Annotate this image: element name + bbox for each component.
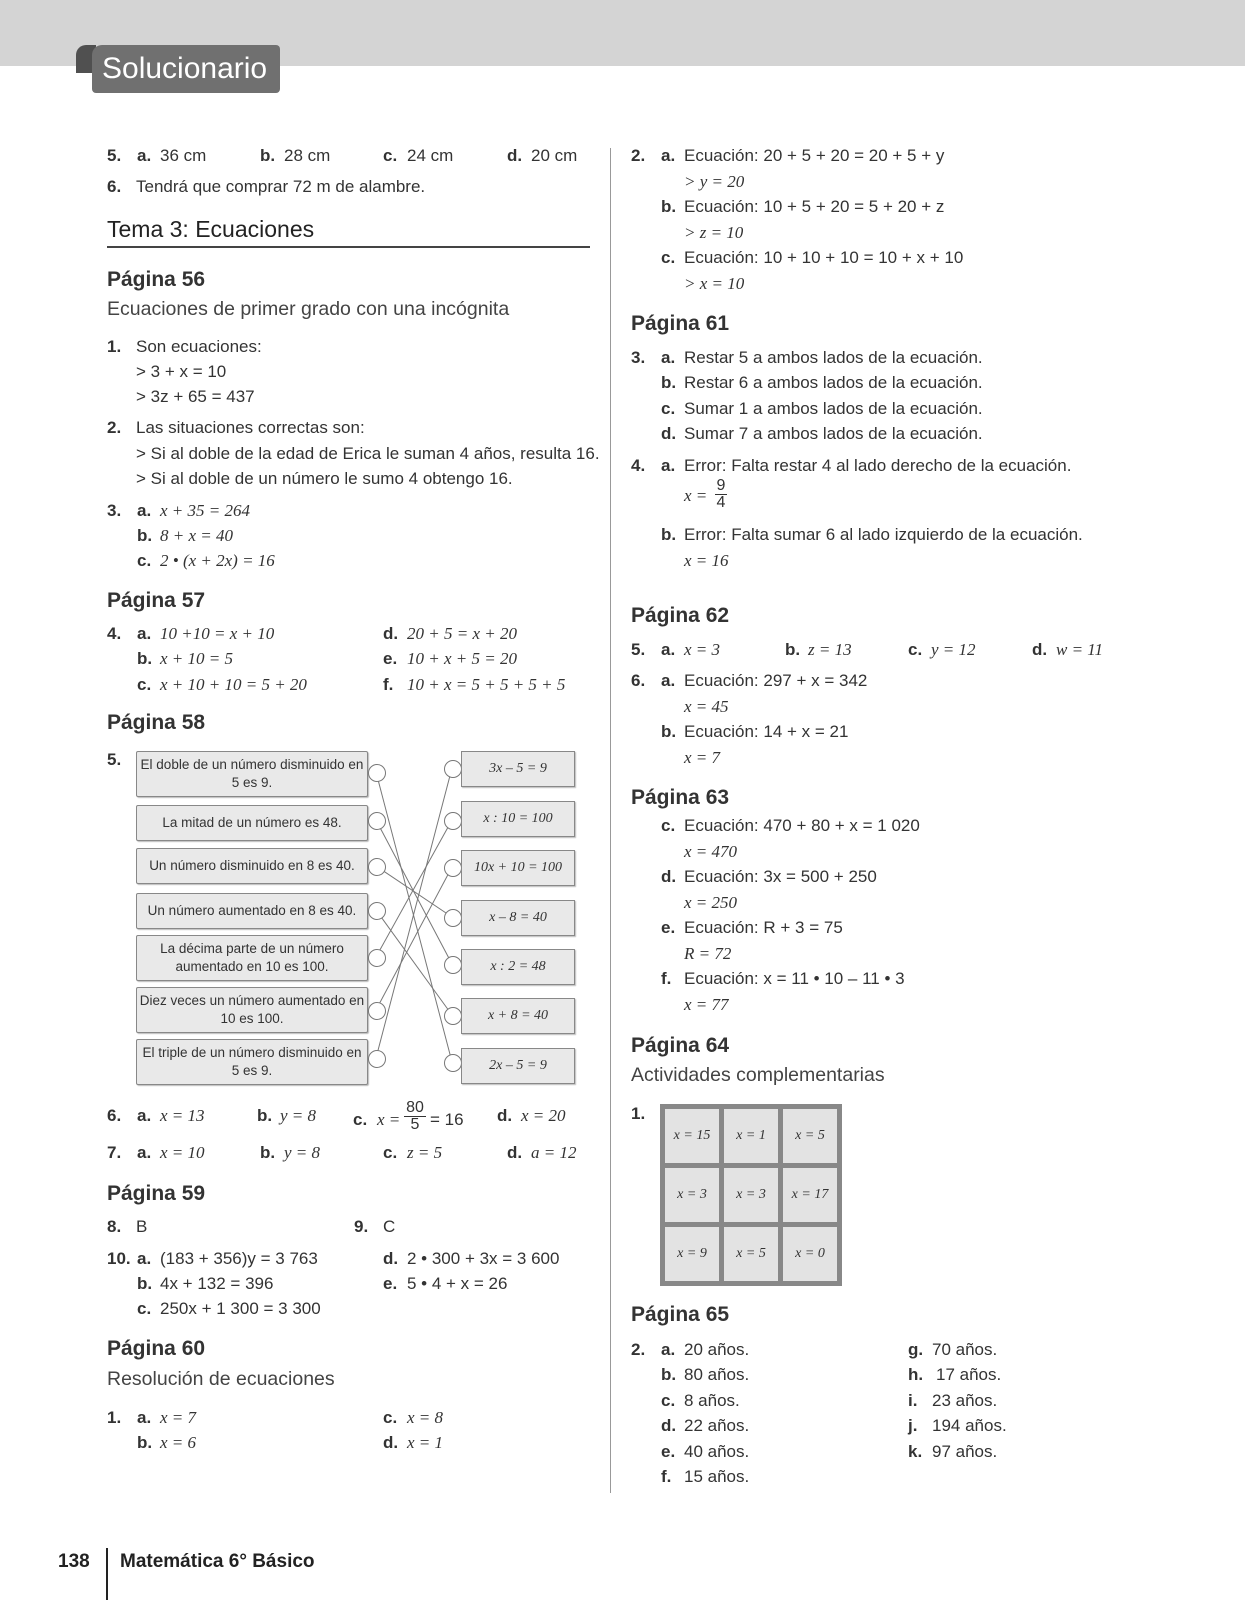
p65-item-a-value: 20 años.: [684, 1340, 750, 1359]
page64-title: Página 64: [631, 1034, 730, 1057]
match-right-dot-2: [444, 812, 462, 830]
p58-q6-b-value: y = 8: [280, 1106, 317, 1125]
p65-item-h-label: h.: [908, 1365, 924, 1384]
match-left-box-5: La décima parte de un número aumentado en 10 es 100.: [136, 935, 368, 981]
match-right-box-1: 3x – 5 = 9: [461, 751, 575, 787]
p65-item-i-value: 23 años.: [932, 1391, 998, 1410]
p59-q10-d-value: 2 • 300 + 3x = 3 600: [407, 1249, 560, 1268]
header-tab: [92, 45, 280, 93]
r-q2-c-value: Ecuación: 10 + 10 + 10 = 10 + x + 10: [684, 248, 964, 267]
q5-a-value: 36 cm: [160, 146, 207, 165]
p61-d-label: d.: [661, 424, 677, 443]
p62-d-value: w = 11: [1056, 640, 1104, 659]
grid-cell-1: x = 15: [665, 1109, 719, 1163]
p58-q6-c-numerator: 80: [406, 1099, 424, 1116]
p63-d-label: d.: [661, 867, 677, 886]
p56-q1-text: Son ecuaciones:: [136, 337, 262, 356]
page56-subtitle: Ecuaciones de primer grado con una incógnita: [107, 298, 510, 320]
page56-title: Página 56: [107, 268, 206, 291]
match-left-dot-4: [368, 902, 386, 920]
p65-item-d-value: 22 años.: [684, 1416, 750, 1435]
match-left-dot-7: [368, 1050, 386, 1068]
grid-cell-6: x = 17: [783, 1168, 837, 1222]
p59-q10-c-label: c.: [137, 1299, 152, 1318]
p57-b-value: x + 10 = 5: [160, 649, 233, 668]
p58-q7-number: 7.: [107, 1143, 122, 1162]
p65-q2-number: 2.: [631, 1340, 646, 1359]
p60-c-value: x = 8: [407, 1408, 444, 1427]
column-divider: [610, 148, 611, 1493]
grid-cell-7: x = 9: [665, 1227, 719, 1281]
p58-q7-a-value: x = 10: [160, 1143, 205, 1162]
p65-item-k-label: k.: [908, 1442, 923, 1461]
match-right-box-2: x : 10 = 100: [461, 801, 575, 837]
p62-c-label: c.: [908, 640, 923, 659]
page62-title: Página 62: [631, 604, 730, 627]
p58-q6-number: 6.: [107, 1106, 122, 1125]
p61-q4-a-denominator: 4: [716, 494, 726, 511]
p57-d-label: d.: [383, 624, 399, 643]
theme-title: Tema 3: Ecuaciones: [107, 216, 315, 242]
match-left-dot-1: [368, 764, 386, 782]
p61-d-value: Sumar 7 a ambos lados de la ecuación.: [684, 424, 983, 443]
p57-c-value: x + 10 + 10 = 5 + 20: [160, 675, 307, 694]
p65-item-j-value: 194 años.: [932, 1416, 1007, 1435]
match-right-dot-1: [444, 760, 462, 778]
r-q2-c-result: > x = 10: [684, 274, 745, 293]
p63-f-label: f.: [661, 969, 672, 988]
p65-item-b-value: 80 años.: [684, 1365, 750, 1384]
p62-q6-a-label: a.: [661, 671, 676, 690]
p61-q4-b-value: Error: Falta sumar 6 al lado izquierdo de la ecuación.: [684, 525, 1083, 544]
p57-q4-number: 4.: [107, 624, 122, 643]
p62-q5-number: 5.: [631, 640, 646, 659]
match-left-dot-5: [368, 949, 386, 967]
match-right-dot-7: [444, 1054, 462, 1072]
p58-q7-c-value: z = 5: [407, 1143, 443, 1162]
p65-item-f-value: 15 años.: [684, 1467, 750, 1486]
match-right-dot-6: [444, 1007, 462, 1025]
p60-d-label: d.: [383, 1433, 399, 1452]
p59-q10-a-label: a.: [137, 1249, 152, 1268]
p62-q6-b-result: x = 7: [684, 748, 721, 767]
page60-title: Página 60: [107, 1337, 206, 1360]
p61-b-label: b.: [661, 373, 677, 392]
p61-a-label: a.: [661, 348, 676, 367]
p65-item-g-value: 70 años.: [932, 1340, 998, 1359]
grid-cell-5: x = 3: [724, 1168, 778, 1222]
r-q2-a-result: > y = 20: [684, 172, 745, 191]
q5-number: 5.: [107, 146, 122, 165]
p62-a-value: x = 3: [684, 640, 721, 659]
page59-title: Página 59: [107, 1182, 206, 1205]
p58-q7-c-label: c.: [383, 1143, 398, 1162]
p65-item-a-label: a.: [661, 1340, 676, 1359]
p59-q8-number: 8.: [107, 1217, 122, 1236]
p58-q6-c-prefix: x =: [377, 1110, 401, 1129]
match-left-box-4: Un número aumentado en 8 es 40.: [136, 893, 368, 929]
p59-q10-a-value: (183 + 356)y = 3 763: [160, 1249, 318, 1268]
p58-q6-b-label: b.: [257, 1106, 273, 1125]
p59-q9-value: C: [383, 1217, 396, 1236]
p59-q8-value: B: [136, 1217, 148, 1236]
page61-title: Página 61: [631, 312, 730, 335]
p56-q3-c-label: c.: [137, 551, 152, 570]
p59-q10-e-value: 5 • 4 + x = 26: [407, 1274, 508, 1293]
r-q2-c-label: c.: [661, 248, 676, 267]
p56-q3-a-label: a.: [137, 501, 152, 520]
page-number: 138: [58, 1551, 90, 1572]
p57-e-value: 10 + x + 5 = 20: [407, 649, 517, 668]
p58-q7-d-label: d.: [507, 1143, 523, 1162]
p61-c-label: c.: [661, 399, 676, 418]
p62-q6-a-value: Ecuación: 297 + x = 342: [684, 671, 868, 690]
p60-b-label: b.: [137, 1433, 153, 1452]
p57-f-value: 10 + x = 5 + 5 + 5 + 5: [407, 675, 566, 694]
p58-q6-c-suffix: = 16: [430, 1110, 464, 1129]
page57-title: Página 57: [107, 589, 206, 612]
p63-c-label: c.: [661, 816, 676, 835]
p57-f-label: f.: [383, 675, 394, 694]
header-title: Solucionario: [102, 52, 268, 85]
p65-item-e-label: e.: [661, 1442, 676, 1461]
answer-grid: [660, 1104, 842, 1286]
match-right-dot-5: [444, 956, 462, 974]
q5-b-value: 28 cm: [284, 146, 331, 165]
p60-a-label: a.: [137, 1408, 152, 1427]
match-left-dot-6: [368, 1002, 386, 1020]
page65-title: Página 65: [631, 1303, 730, 1326]
p61-q4-a-label: a.: [661, 456, 676, 475]
page64-subtitle: Actividades complementarias: [631, 1064, 885, 1086]
p59-q10-number: 10.: [107, 1249, 131, 1268]
p56-q3-b-value: 8 + x = 40: [160, 526, 233, 545]
p61-b-value: Restar 6 a ambos lados de la ecuación.: [684, 373, 983, 392]
r-q2-a-label: a.: [661, 146, 676, 165]
p63-f-value: Ecuación: x = 11 • 10 – 11 • 3: [684, 969, 905, 988]
match-right-box-4: x – 8 = 40: [461, 900, 575, 936]
grid-cell-4: x = 3: [665, 1168, 719, 1222]
p61-a-value: Restar 5 a ambos lados de la ecuación.: [684, 348, 983, 367]
match-left-box-7: El triple de un número disminuido en 5 es 9.: [136, 1039, 368, 1085]
match-left-box-6: Diez veces un número aumentado en 10 es 100.: [136, 987, 368, 1033]
page60-subtitle: Resolución de ecuaciones: [107, 1368, 335, 1390]
q6-number: 6.: [107, 177, 122, 196]
p62-q6-a-result: x = 45: [684, 697, 729, 716]
match-left-box-2: La mitad de un número es 48.: [136, 805, 368, 841]
p63-c-result: x = 470: [684, 842, 738, 861]
p61-q4-number: 4.: [631, 456, 646, 475]
match-right-box-6: x + 8 = 40: [461, 998, 575, 1034]
p57-a-value: 10 +10 = x + 10: [160, 624, 275, 643]
footer-divider: [106, 1548, 108, 1600]
p58-q7-b-value: y = 8: [284, 1143, 321, 1162]
p58-q6-a-label: a.: [137, 1106, 152, 1125]
p56-q3-c-value: 2 • (x + 2x) = 16: [160, 551, 275, 570]
grid-cell-8: x = 5: [724, 1227, 778, 1281]
p57-d-value: 20 + 5 = x + 20: [407, 624, 517, 643]
p63-f-result: x = 77: [684, 995, 729, 1014]
p63-e-value: Ecuación: R + 3 = 75: [684, 918, 843, 937]
match-right-box-5: x : 2 = 48: [461, 949, 575, 985]
r-q2-b-result: > z = 10: [684, 223, 744, 242]
p58-q6-c-fraction: [402, 1100, 428, 1133]
p58-q7-d-value: a = 12: [531, 1143, 577, 1162]
p61-q4-b-result: x = 16: [684, 551, 729, 570]
p65-item-i-label: i.: [908, 1391, 918, 1410]
grid-cell-2: x = 1: [724, 1109, 778, 1163]
p57-e-label: e.: [383, 649, 398, 668]
r-q2-b-value: Ecuación: 10 + 5 + 20 = 5 + 20 + z: [684, 197, 945, 216]
p65-item-b-label: b.: [661, 1365, 677, 1384]
p56-q3-number: 3.: [107, 501, 122, 520]
p56-q3-b-label: b.: [137, 526, 153, 545]
q5-a-label: a.: [137, 146, 152, 165]
match-right-dot-3: [444, 859, 462, 877]
p65-item-k-value: 97 años.: [932, 1442, 998, 1461]
p58-q7-a-label: a.: [137, 1143, 152, 1162]
p61-q4-a-result-prefix: x =: [684, 486, 708, 505]
p62-c-value: y = 12: [931, 640, 976, 659]
r-q2-number: 2.: [631, 146, 646, 165]
q5-d-label: d.: [507, 146, 523, 165]
p59-q9-number: 9.: [354, 1217, 369, 1236]
p61-q4-a-numerator: 9: [716, 477, 726, 494]
p65-item-e-value: 40 años.: [684, 1442, 750, 1461]
p60-q1-number: 1.: [107, 1408, 122, 1427]
p57-a-label: a.: [137, 624, 152, 643]
p58-q6-c-label: c.: [353, 1110, 368, 1129]
p61-q4-a-fraction: [712, 478, 730, 511]
p62-q6-number: 6.: [631, 671, 646, 690]
match-right-box-3: 10x + 10 = 100: [461, 850, 575, 886]
p62-b-label: b.: [785, 640, 801, 659]
p64-q1-number: 1.: [631, 1104, 646, 1123]
p56-q2-line2: > Si al doble de un número le sumo 4 obtengo 16.: [136, 469, 513, 488]
p59-q10-c-value: 250x + 1 300 = 3 300: [160, 1299, 321, 1318]
p57-b-label: b.: [137, 649, 153, 668]
p60-a-value: x = 7: [160, 1408, 197, 1427]
p65-item-d-label: d.: [661, 1416, 677, 1435]
q5-c-value: 24 cm: [407, 146, 454, 165]
p65-item-c-label: c.: [661, 1391, 676, 1410]
q6-text: Tendrá que comprar 72 m de alambre.: [136, 177, 426, 196]
p59-q10-b-value: 4x + 132 = 396: [160, 1274, 274, 1293]
p56-q2-line1: > Si al doble de la edad de Erica le suman 4 años, resulta 16.: [136, 444, 600, 463]
p58-q5-number: 5.: [107, 750, 122, 769]
p58-q6-d-label: d.: [497, 1106, 513, 1125]
p62-q6-b-value: Ecuación: 14 + x = 21: [684, 722, 849, 741]
p65-item-h-value: 17 años.: [936, 1365, 1002, 1384]
r-q2-b-label: b.: [661, 197, 677, 216]
p63-d-result: x = 250: [684, 893, 738, 912]
q5-b-label: b.: [260, 146, 276, 165]
match-right-box-7: 2x – 5 = 9: [461, 1048, 575, 1084]
p58-q6-a-value: x = 13: [160, 1106, 205, 1125]
p56-q2-text: Las situaciones correctas son:: [136, 418, 365, 437]
p60-d-value: x = 1: [407, 1433, 444, 1452]
p62-b-value: z = 13: [808, 640, 852, 659]
p65-item-j-label: j.: [908, 1416, 918, 1435]
p59-q10-d-label: d.: [383, 1249, 399, 1268]
grid-cell-9: x = 0: [783, 1227, 837, 1281]
p58-q7-b-label: b.: [260, 1143, 276, 1162]
p56-q1-number: 1.: [107, 337, 122, 356]
match-right-dot-4: [444, 909, 462, 927]
match-left-box-3: Un número disminuido en 8 es 40.: [136, 848, 368, 884]
match-left-dot-2: [368, 812, 386, 830]
r-q2-a-value: Ecuación: 20 + 5 + 20 = 20 + 5 + y: [684, 146, 945, 165]
p60-c-label: c.: [383, 1408, 398, 1427]
p62-q6-b-label: b.: [661, 722, 677, 741]
p62-d-label: d.: [1032, 640, 1048, 659]
p56-q3-a-value: x + 35 = 264: [160, 501, 250, 520]
page58-title: Página 58: [107, 711, 206, 734]
page63-title: Página 63: [631, 786, 730, 809]
p62-a-label: a.: [661, 640, 676, 659]
p61-q4-b-label: b.: [661, 525, 677, 544]
p63-c-value: Ecuación: 470 + 80 + x = 1 020: [684, 816, 920, 835]
q5-c-label: c.: [383, 146, 398, 165]
match-left-box-1: El doble de un número disminuido en 5 es 9.: [136, 751, 368, 797]
p58-q6-c-denominator: 5: [410, 1116, 420, 1133]
p65-item-f-label: f.: [661, 1467, 672, 1486]
grid-cell-3: x = 5: [783, 1109, 837, 1163]
p61-q3-number: 3.: [631, 348, 646, 367]
p57-c-label: c.: [137, 675, 152, 694]
p63-e-label: e.: [661, 918, 676, 937]
book-title: Matemática 6° Básico: [120, 1551, 315, 1572]
p63-e-result: R = 72: [684, 944, 732, 963]
p65-item-c-value: 8 años.: [684, 1391, 740, 1410]
p56-q1-line2: > 3z + 65 = 437: [136, 387, 255, 406]
p61-c-value: Sumar 1 a ambos lados de la ecuación.: [684, 399, 983, 418]
p59-q10-b-label: b.: [137, 1274, 153, 1293]
p56-q1-line1: > 3 + x = 10: [136, 362, 227, 381]
match-left-dot-3: [368, 858, 386, 876]
theme-underline: [107, 246, 590, 248]
p60-b-value: x = 6: [160, 1433, 197, 1452]
q5-d-value: 20 cm: [531, 146, 578, 165]
p56-q2-number: 2.: [107, 418, 122, 437]
p59-q10-e-label: e.: [383, 1274, 398, 1293]
p65-item-g-label: g.: [908, 1340, 924, 1359]
p61-q4-a-value: Error: Falta restar 4 al lado derecho de la ecuación.: [684, 456, 1072, 475]
p63-d-value: Ecuación: 3x = 500 + 250: [684, 867, 877, 886]
p58-q6-d-value: x = 20: [521, 1106, 566, 1125]
